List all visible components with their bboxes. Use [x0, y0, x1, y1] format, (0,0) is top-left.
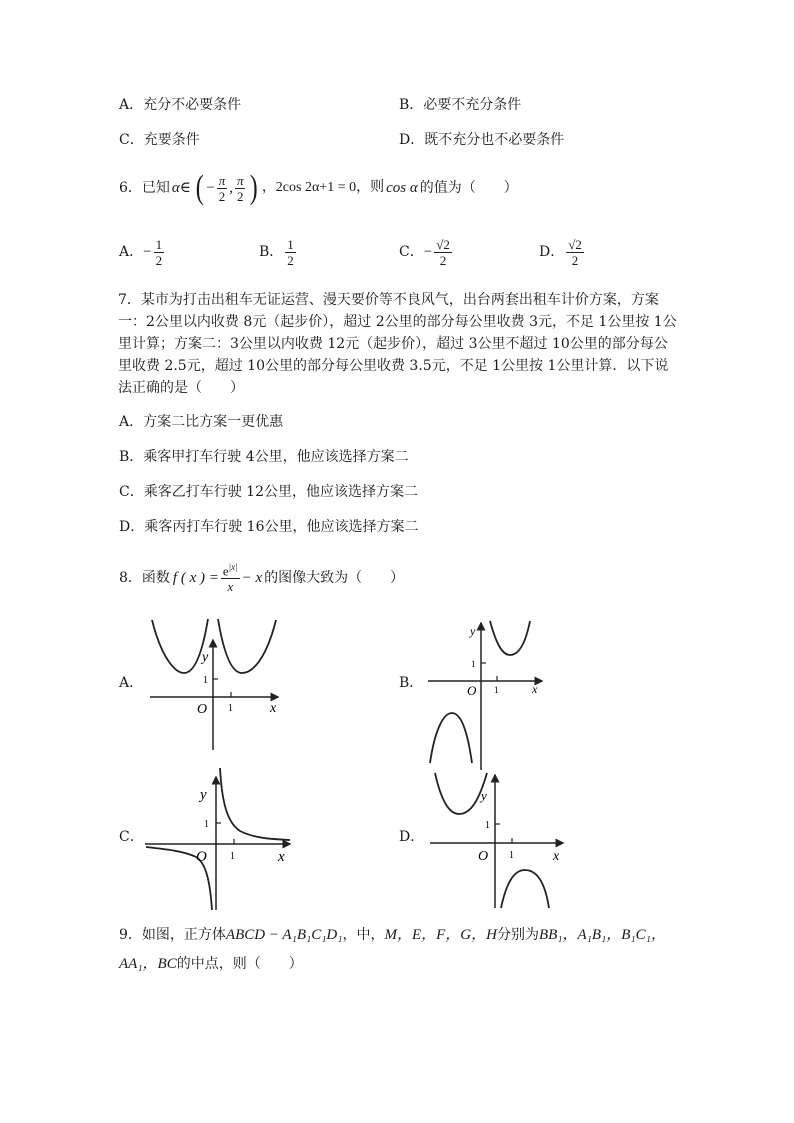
q8-graph-d-curve-right	[501, 870, 549, 908]
q5-option-c	[119, 133, 200, 147]
q6-option-c-den: 2	[439, 252, 447, 268]
q8-graph-c-x-label: x	[278, 849, 285, 865]
q7-option-c: C．乘客乙打车行驶 12公里，他应该选择方案二	[119, 484, 418, 500]
q9-points: M，E，F，G，H	[384, 927, 497, 943]
q6-minus: −	[206, 179, 215, 196]
q5-option-a-text: 充分不必要条件	[143, 97, 242, 113]
q8-graph-a-curve-left	[152, 619, 208, 673]
q8-graph-d	[425, 770, 575, 915]
q8-graph-b-origin: O	[467, 683, 477, 698]
q9-mid: ，中，	[342, 927, 385, 943]
q6-option-d-num: √2	[568, 236, 582, 252]
q5-option-c-text: 充要条件	[143, 132, 200, 148]
q5-option-d	[399, 133, 564, 147]
q8-graph-d-one-x: 1	[509, 850, 514, 861]
q8-graph-c-origin: O	[196, 849, 207, 865]
q6-option-c-frac	[434, 238, 452, 267]
q6-pi-1: π	[218, 172, 226, 188]
q5-option-b	[399, 98, 521, 112]
q6-two-1: 2	[218, 188, 226, 204]
q7-stem: 7．某市为打击出租车无证运营、漫天要价等不良风气，出台两套出租车计价方案，方案一：2公里以内收费 8元（起步价），超过 2公里的部分每公里收费 3元，不足 1公里按 1公里计算；方案二：3公里以内收费 12元（起步价），超过 3公里不超过 10公里的部分每公里收费 2.5元，超过 10公里的部分每公里收费 3.5元，不足 1公里按 1公里计算．以下说法正确的是（ ）	[118, 292, 677, 396]
q6-option-c	[399, 231, 454, 273]
q8-graph-a-y-label: y	[202, 650, 209, 665]
q5-option-b-text: 必要不充分条件	[423, 97, 522, 113]
q6-option-b-frac	[285, 238, 296, 267]
q9-edges-1: BB₁，A₁B₁，B₁C₁，	[538, 927, 666, 943]
q8-graph-d-curve-left	[435, 773, 487, 814]
q6-option-b-label: B．	[259, 244, 284, 260]
q6-cos-alpha: cos α	[386, 179, 418, 196]
q8-graph-b-y-label: y	[470, 624, 476, 638]
q6-frac-neg-pi-2	[217, 174, 228, 203]
q8-graph-a-x-label: x	[270, 701, 277, 716]
q6-option-c-num: √2	[436, 236, 450, 252]
q6-two-2: 2	[236, 188, 244, 204]
q6-option-d-label: D．	[539, 244, 565, 260]
q6-option-a-frac	[154, 238, 165, 267]
q6-left-paren: (	[195, 169, 204, 206]
q8-graph-b-one-y: 1	[471, 659, 476, 669]
q6-option-b-den: 2	[287, 252, 294, 268]
q6-stem	[119, 166, 518, 210]
q7-option-d: D．乘客丙打车行驶 16公里，他应该选择方案二	[119, 519, 419, 535]
q8-graph-c-y-label: y	[200, 787, 207, 803]
q8-graph-b	[420, 615, 555, 775]
q5-option-d-text: 既不充分也不必要条件	[424, 132, 565, 148]
q6-tail: 的值为（ ）	[419, 180, 518, 196]
q6-option-d	[539, 231, 586, 273]
q8-graph-a	[140, 615, 290, 755]
q6-option-d-den: 2	[571, 252, 579, 268]
q8-graph-a-label: A．	[119, 675, 144, 691]
q6-right-paren: )	[250, 169, 259, 206]
q8-graph-d-origin: O	[478, 849, 489, 864]
q5-option-d-label: D．	[399, 132, 425, 148]
q6-option-a-sign: −	[143, 243, 152, 260]
q5-option-a	[119, 98, 241, 112]
q8-graph-d-label: D．	[399, 829, 425, 845]
q8-graph-d-y-label: y	[481, 788, 487, 803]
q8-graph-c-label: C．	[119, 829, 144, 845]
q6-alpha-in: α∈	[171, 179, 191, 196]
q6-option-b-num: 1	[287, 236, 294, 252]
q6-condition: ，2cos 2α+1 = 0，则	[261, 180, 385, 195]
q5-option-b-label: B．	[399, 97, 424, 113]
q8-graph-c-one-y: 1	[204, 819, 209, 830]
q8-f-of-x: f ( x ) =	[172, 569, 219, 586]
q9-line-1	[119, 928, 666, 943]
q8-minus-x: − x	[241, 569, 263, 586]
q6-option-a	[119, 231, 166, 273]
q9-prefix: 9．如图，正方体	[119, 927, 226, 943]
q8-denominator: x	[227, 579, 234, 595]
q8-graph-c-curve-right	[220, 768, 290, 840]
q6-option-c-sign: −	[423, 243, 433, 260]
q6-frac-pi-2	[235, 174, 246, 203]
q6-option-a-num: 1	[155, 236, 163, 252]
q5-option-a-label: A．	[119, 97, 144, 113]
q8-graph-a-one-x: 1	[228, 703, 233, 714]
q8-graph-b-curve-left	[430, 713, 472, 763]
q7-option-b: B．乘客甲打车行驶 4公里，他应该选择方案二	[119, 449, 409, 465]
q8-graph-c	[140, 765, 300, 915]
q5-option-c-label: C．	[119, 132, 144, 148]
q6-comma: ,	[229, 179, 233, 196]
q6-option-d-frac	[566, 238, 584, 267]
q9-cube: ABCD − A₁B₁C₁D₁	[225, 927, 343, 943]
q8-graph-b-x-label: x	[532, 682, 538, 696]
q8-numerator	[221, 563, 240, 579]
q8-graph-a-curve-right	[218, 619, 276, 673]
q8-exp-power: |x|	[228, 561, 238, 572]
q8-graph-b-label: B．	[399, 675, 424, 691]
q8-exp-base: e	[222, 563, 229, 579]
q8-graph-c-one-x: 1	[230, 851, 235, 862]
q6-option-c-label: C．	[399, 244, 424, 260]
q9-edges-2: AA₁，BC	[119, 956, 177, 972]
q8-stem	[119, 556, 404, 600]
q8-graph-d-x-label: x	[553, 849, 560, 864]
q6-option-a-den: 2	[155, 252, 163, 268]
q8-graph-b-one-x: 1	[494, 685, 499, 695]
q9-mid2: 分别为	[496, 927, 539, 943]
q6-option-b	[259, 231, 298, 273]
q6-option-a-label: A．	[119, 244, 144, 260]
q6-pi-2: π	[236, 172, 244, 188]
q8-frac	[221, 563, 240, 593]
q9-tail: 的中点，则（ ）	[176, 956, 303, 972]
q8-graph-d-one-y: 1	[485, 820, 490, 831]
q8-tail: 的图像大致为（ ）	[264, 570, 405, 586]
q7-option-a: A．方案二比方案一更优惠	[119, 414, 284, 430]
q8-graph-a-origin: O	[197, 702, 208, 717]
q8-graph-a-one-y: 1	[203, 675, 208, 686]
q8-graph-b-curve-right	[490, 621, 530, 655]
q9-line-2	[119, 957, 303, 972]
q8-number: 8．函数	[119, 570, 170, 586]
q6-number: 6．已知	[119, 180, 170, 196]
